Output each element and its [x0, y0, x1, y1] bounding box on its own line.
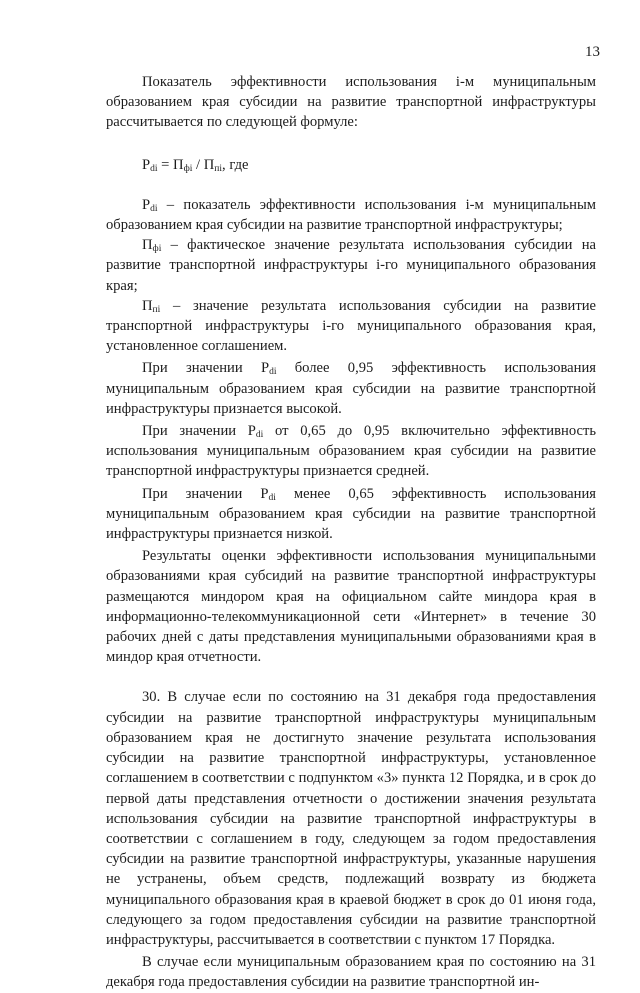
- symbol: П: [142, 237, 153, 254]
- formula-p: P: [142, 156, 151, 173]
- formula-pn-subscript: пi: [214, 163, 223, 174]
- efficiency-low: [106, 484, 596, 545]
- formula-tail: , где: [222, 156, 249, 173]
- symbol-subscript: di: [268, 492, 276, 503]
- formula-divide: / П: [192, 156, 215, 173]
- symbol-subscript: di: [150, 203, 158, 214]
- definition-text: – значение результата использования субсидии на развитие транспортной инфраструктуры i-го муниципального образования края, установленное соглашением.: [106, 297, 596, 355]
- formula-p-subscript: di: [150, 163, 158, 174]
- document-body: [106, 72, 596, 993]
- definition-ppi: [106, 296, 596, 357]
- definition-text: – фактическое значение результата использования субсидии на развитие транспортной инфраструктуры i-го муниципального образования края;: [106, 237, 596, 294]
- efficiency-medium: [106, 421, 596, 482]
- efficiency-high: [106, 358, 596, 419]
- condition-text: от 0,65 до 0,95 включительно эффективность использования муниципальным образованием края субсидии на развитие транспортной инфраструктуры признается средней.: [106, 423, 596, 480]
- symbol-subscript: фi: [152, 244, 162, 255]
- definition-pdi: [106, 195, 596, 235]
- definition-pfi: [106, 235, 596, 296]
- formula-equals: = П: [157, 156, 184, 173]
- formula: [106, 155, 596, 175]
- page-number: 13: [585, 44, 600, 60]
- condition-text: более 0,95 эффективность использования муниципальным образованием края субсидии на развитие транспортной инфраструктуры признается высокой.: [106, 360, 596, 417]
- item-30-paragraph: 30. В случае если по состоянию на 31 декабря года предоставления субсидии на развитие транспортной инфраструктуры муниципальным образованием края не достигнуто значение результата использования субсидии на развитие транспортной инфраструктуры, установленное соглашением в соответствии с подпунктом «3» пункта 12 Порядка, и в срок до первой даты представления отчетности о достижении значения результата использования субсидии на развитие транспортной инфраструктуры в соответствии с соглашением в году, следующем за годом предоставления субсидии на развитие транспортной инфраструктуры, указанные нарушения не устранены, объем средств, подлежащий возврату из бюджета муниципального образования края в краевой бюджет в срок до 01 июня года, следующего за годом предоставления субсидии на развитие транспортной инфраструктуры, рассчитывается в соответствии с пунктом 17 Порядка.: [106, 689, 596, 948]
- last-paragraph: В случае если муниципальным образованием края по состоянию на 31 декабря года предоставления субсидии на развитие транспортной ин-: [106, 954, 596, 991]
- symbol: П: [142, 297, 153, 314]
- formula-pf-subscript: фi: [183, 163, 193, 174]
- symbol: P: [142, 196, 151, 213]
- symbol-subscript: di: [255, 430, 264, 441]
- condition-prefix: При значении P: [142, 485, 269, 502]
- symbol-subscript: di: [269, 367, 277, 378]
- intro-paragraph: Показатель эффективности использования i-м муниципальным образованием края субсидии на развитие транспортной инфраструктуры рассчитывается по следующей формуле:: [106, 74, 596, 131]
- condition-text: менее 0,65 эффективность использования муниципальным образованием края субсидии на развитие транспортной инфраструктуры признается низкой.: [106, 485, 596, 543]
- condition-prefix: При значении P: [142, 423, 256, 440]
- results-paragraph: Результаты оценки эффективности использования муниципальными образованиями края субсидий на развитие транспортной инфраструктуры размещаются миндором края на официальном сайте миндора края в информационно-телекоммуникационной сети «Интернет» в течение 30 рабочих дней с даты представления муниципальными образованиями края в миндор края отчетности.: [106, 548, 596, 666]
- definition-text: – показатель эффективности использования i-м муниципальным образованием края субсидии на развитие транспортной инфраструктуры;: [106, 196, 596, 234]
- symbol-subscript: пi: [152, 304, 161, 315]
- condition-prefix: При значении P: [142, 360, 270, 377]
